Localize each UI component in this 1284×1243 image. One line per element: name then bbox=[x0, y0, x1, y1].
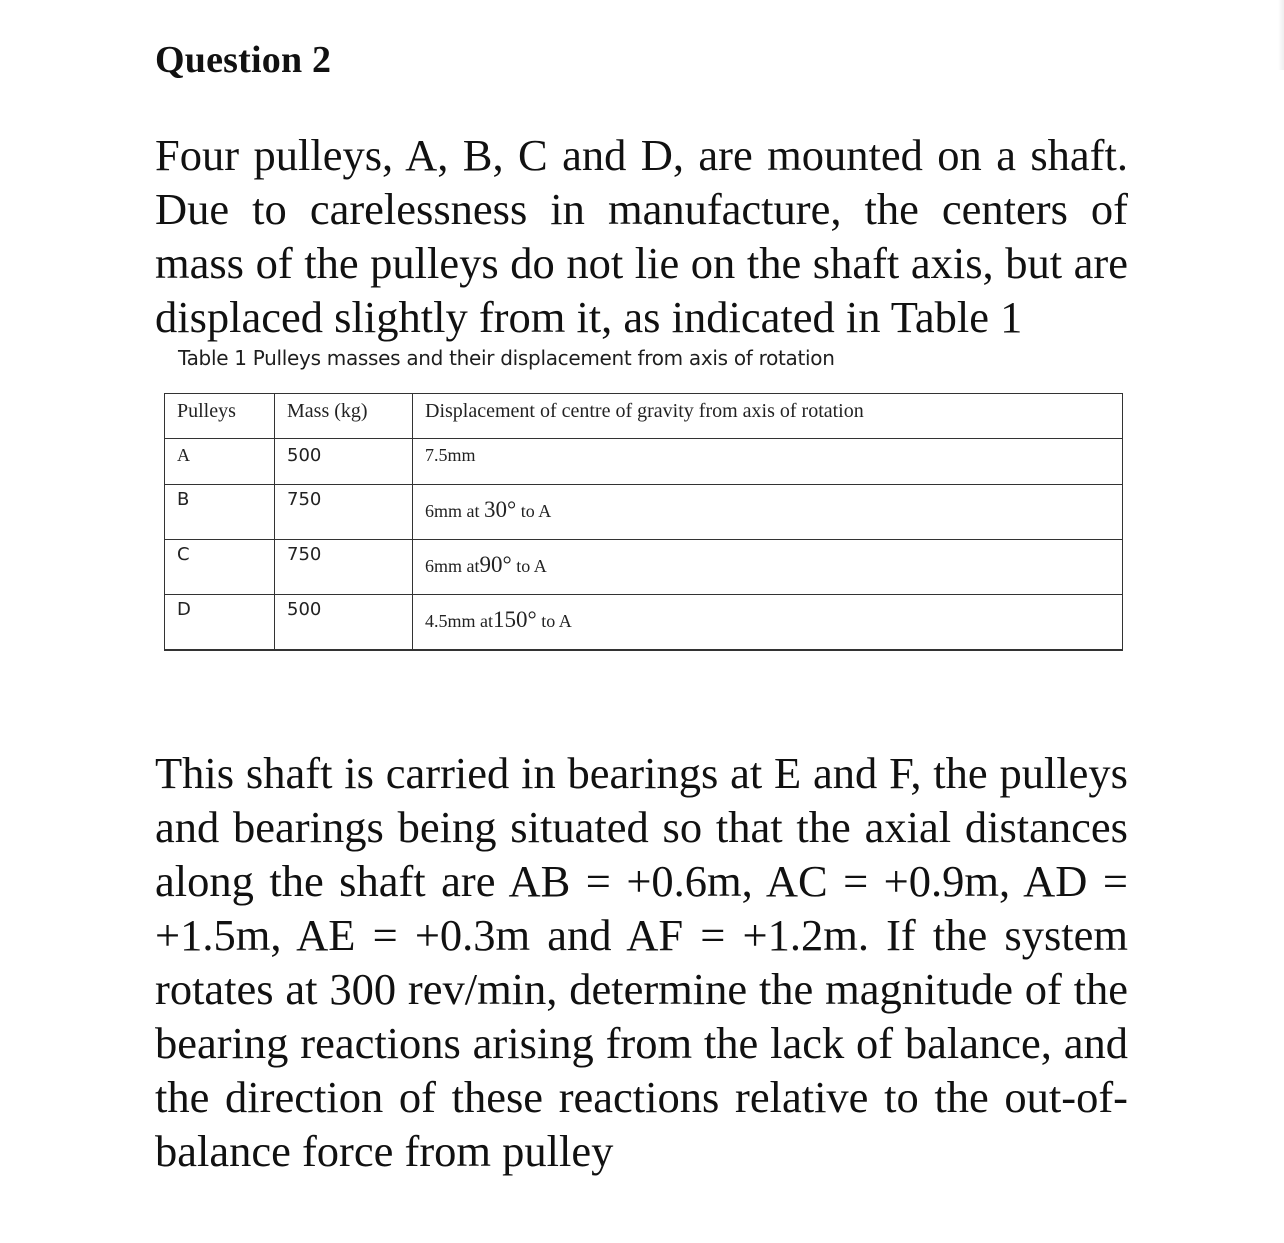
table-row bbox=[165, 595, 1123, 650]
displacement-cell bbox=[413, 540, 1123, 595]
page-edge-shadow bbox=[1278, 0, 1284, 70]
displacement-cell bbox=[413, 595, 1123, 650]
mass-cell: 500 bbox=[275, 595, 413, 650]
table-header-row bbox=[165, 394, 1123, 439]
displacement-suffix: to A bbox=[511, 556, 547, 576]
displacement-prefix: 6mm at bbox=[425, 501, 484, 521]
displacement-text: 7.5mm bbox=[425, 445, 476, 465]
pulley-cell: D bbox=[165, 595, 275, 650]
table-caption: Table 1 Pulleys masses and their displacement from axis of rotation bbox=[178, 346, 835, 370]
displacement-prefix: 4.5mm at bbox=[425, 611, 493, 631]
mass-cell: 750 bbox=[275, 485, 413, 540]
mass-cell: 750 bbox=[275, 540, 413, 595]
table-row bbox=[165, 540, 1123, 595]
displacement-angle: 30° bbox=[484, 497, 517, 522]
displacement-suffix: to A bbox=[516, 501, 552, 521]
displacement-prefix: 6mm at bbox=[425, 556, 480, 576]
table-row bbox=[165, 485, 1123, 540]
displacement-angle: 150° bbox=[493, 607, 537, 632]
displacement-cell bbox=[413, 439, 1123, 485]
pulley-cell: C bbox=[165, 540, 275, 595]
header-displacement: Displacement of centre of gravity from axis of rotation bbox=[413, 394, 1123, 439]
header-pulleys: Pulleys bbox=[165, 394, 275, 439]
mass-cell: 500 bbox=[275, 439, 413, 485]
displacement-angle: 90° bbox=[479, 552, 512, 577]
pulley-cell: A bbox=[165, 439, 275, 485]
pulley-cell: B bbox=[165, 485, 275, 540]
question-heading: Question 2 bbox=[155, 39, 332, 81]
displacement-cell bbox=[413, 485, 1123, 540]
header-mass: Mass (kg) bbox=[275, 394, 413, 439]
question-paragraph: This shaft is carried in bearings at E and F, the pulleys and bearings being situated so that the axial distances along the shaft are AB = +0.6m, AC = +0.9m, AD = +1.5m, AE = +0.3m and AF = +1.2m. If the system rotates at 300 rev/min, determine the magnitude of the bearing reactions arising from the lack of balance, and the direction of these reactions relative to the out-of-balance force from pulley bbox=[155, 748, 1128, 1176]
displacement-suffix: to A bbox=[536, 611, 572, 631]
intro-paragraph: Four pulleys, A, B, C and D, are mounted on a shaft. Due to carelessness in manufacture, the centers of mass of the pulleys do not lie on the shaft axis, but are displaced slightly from it, as indicated in Table 1 bbox=[155, 130, 1128, 342]
pulley-table bbox=[164, 393, 1123, 651]
table-row bbox=[165, 439, 1123, 485]
